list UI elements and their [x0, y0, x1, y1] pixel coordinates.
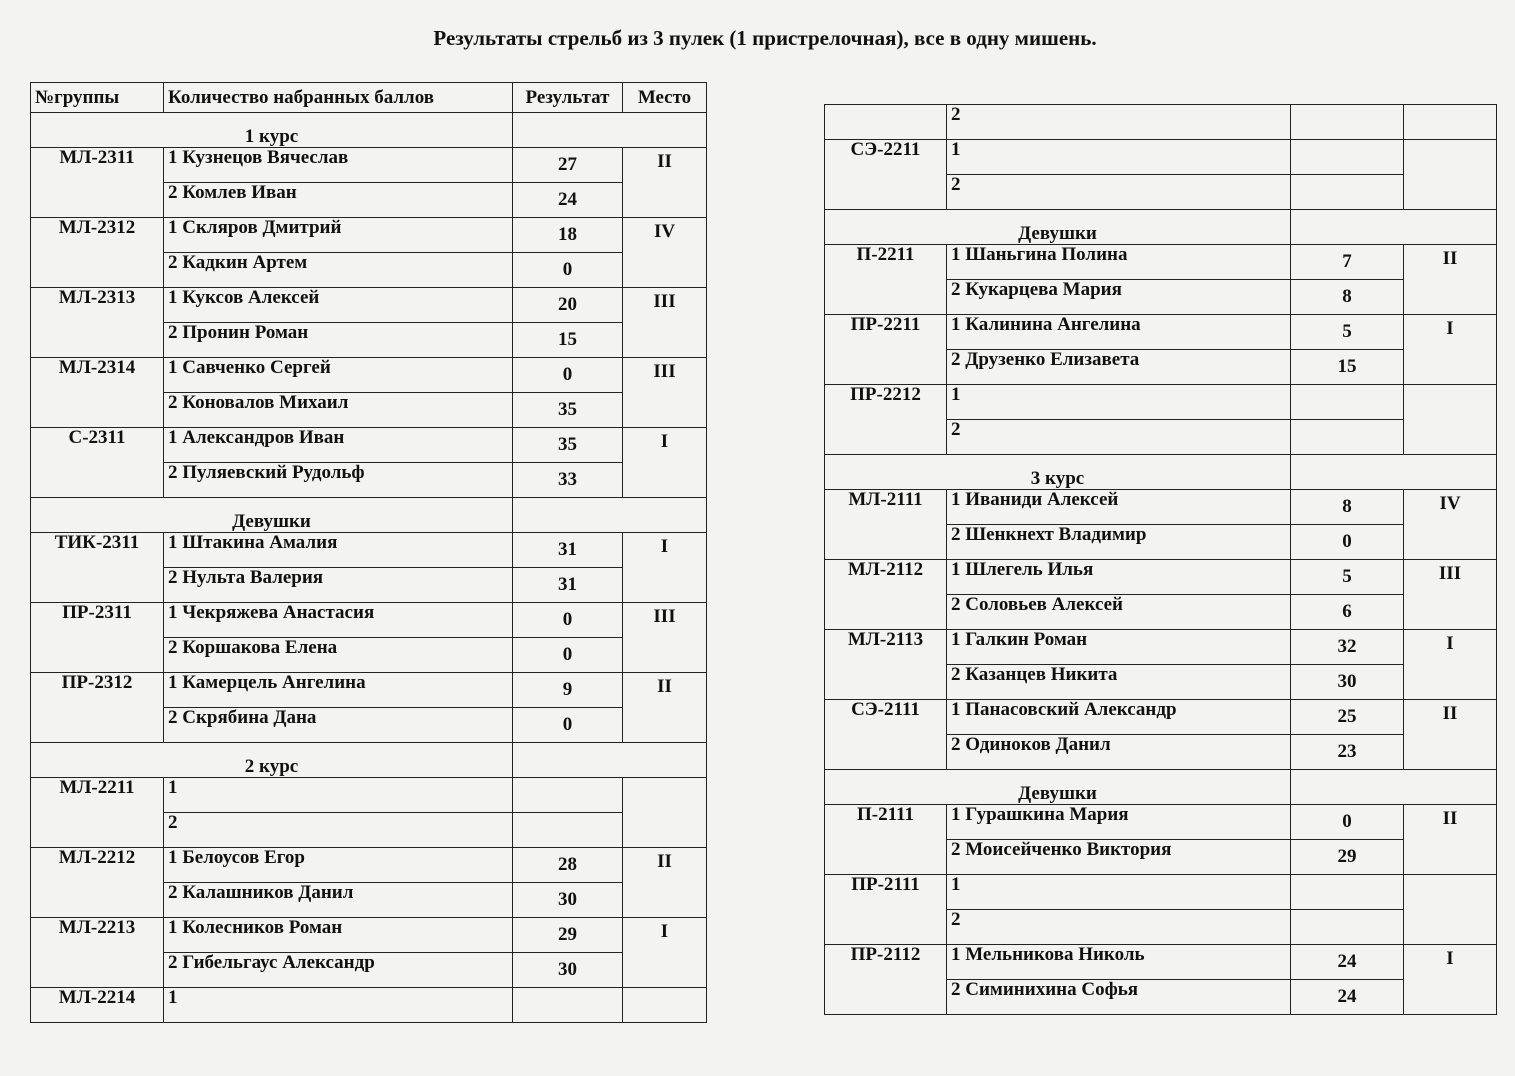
- participant-name: 2 Гибельгаус Александр: [164, 953, 513, 988]
- place-cell: II: [623, 848, 707, 918]
- place-cell: I: [1404, 315, 1497, 385]
- place-cell: [623, 988, 707, 1023]
- place-cell: II: [1404, 245, 1497, 315]
- group-cell: МЛ-2312: [31, 218, 164, 288]
- group-cell: МЛ-2111: [825, 490, 947, 560]
- participant-name: 1 Кузнецов Вячеслав: [164, 148, 513, 183]
- section-blank-cell: [1291, 770, 1497, 805]
- participant-name: 2 Одиноков Данил: [947, 735, 1291, 770]
- section-label: 3 курс: [825, 455, 1291, 490]
- section-row: [825, 455, 1497, 490]
- page-title: Результаты стрельб из 3 пулек (1 пристрелочная), все в одну мишень.: [433, 26, 1097, 50]
- result-cell: 25: [1291, 700, 1404, 735]
- table-row: [31, 288, 707, 323]
- group-cell: СЭ-2111: [825, 700, 947, 770]
- table-row: [31, 918, 707, 953]
- group-cell: ПР-2112: [825, 945, 947, 1015]
- place-cell: III: [623, 603, 707, 673]
- participant-name: 2 Моисейченко Виктория: [947, 840, 1291, 875]
- participant-name: 2 Пронин Роман: [164, 323, 513, 358]
- table-row: [31, 428, 707, 463]
- result-cell: 8: [1291, 490, 1404, 525]
- participant-name: 2 Соловьев Алексей: [947, 595, 1291, 630]
- place-cell: [1404, 105, 1497, 140]
- result-cell: 31: [513, 533, 623, 568]
- result-cell: 0: [513, 358, 623, 393]
- result-cell: 15: [513, 323, 623, 358]
- participant-name: 1 Штакина Амалия: [164, 533, 513, 568]
- group-cell: МЛ-2113: [825, 630, 947, 700]
- participant-name: 1 Савченко Сергей: [164, 358, 513, 393]
- group-cell: МЛ-2313: [31, 288, 164, 358]
- participant-name: 2: [164, 813, 513, 848]
- table-row: [825, 945, 1497, 980]
- place-cell: I: [1404, 630, 1497, 700]
- participant-name: 2: [947, 910, 1291, 945]
- participant-name: 2: [947, 105, 1291, 140]
- group-cell: ПР-2212: [825, 385, 947, 455]
- left-table-body: [31, 113, 707, 1023]
- participant-name: 1 Куксов Алексей: [164, 288, 513, 323]
- result-cell: 27: [513, 148, 623, 183]
- table-row: [825, 700, 1497, 735]
- result-cell: [513, 778, 623, 813]
- result-cell: 9: [513, 673, 623, 708]
- result-cell: 33: [513, 463, 623, 498]
- section-blank-cell: [513, 498, 707, 533]
- participant-name: 1 Панасовский Александр: [947, 700, 1291, 735]
- result-cell: 30: [1291, 665, 1404, 700]
- result-cell: 6: [1291, 595, 1404, 630]
- participant-name: 1 Калинина Ангелина: [947, 315, 1291, 350]
- participant-name: 2 Калашников Данил: [164, 883, 513, 918]
- table-row: [825, 875, 1497, 910]
- group-cell: ПР-2111: [825, 875, 947, 945]
- table-row: [825, 385, 1497, 420]
- result-cell: 35: [513, 428, 623, 463]
- table-row: [31, 358, 707, 393]
- result-cell: 30: [513, 883, 623, 918]
- table-row: [825, 630, 1497, 665]
- column-header-result: Результат: [513, 83, 623, 113]
- participant-name: 2: [947, 175, 1291, 210]
- result-cell: 31: [513, 568, 623, 603]
- result-cell: 24: [513, 183, 623, 218]
- result-cell: [1291, 105, 1404, 140]
- table-row: [31, 218, 707, 253]
- result-cell: [1291, 140, 1404, 175]
- table-row: [31, 778, 707, 813]
- result-cell: 15: [1291, 350, 1404, 385]
- result-cell: [1291, 385, 1404, 420]
- participant-name: 2 Кукарцева Мария: [947, 280, 1291, 315]
- participant-name: 1 Гурашкина Мария: [947, 805, 1291, 840]
- result-cell: 29: [513, 918, 623, 953]
- result-cell: [513, 988, 623, 1023]
- participant-name: 1 Галкин Роман: [947, 630, 1291, 665]
- section-row: [825, 210, 1497, 245]
- place-cell: III: [623, 358, 707, 428]
- place-cell: I: [623, 428, 707, 498]
- group-cell: ПР-2311: [31, 603, 164, 673]
- participant-name: 2 Скрябина Дана: [164, 708, 513, 743]
- group-cell: П-2211: [825, 245, 947, 315]
- result-cell: 5: [1291, 315, 1404, 350]
- results-table-left: [30, 82, 707, 1023]
- participant-name: 1 Камерцель Ангелина: [164, 673, 513, 708]
- section-label: Девушки: [825, 210, 1291, 245]
- participant-name: 2 Нульта Валерия: [164, 568, 513, 603]
- result-cell: 20: [513, 288, 623, 323]
- column-header-group: №группы: [31, 83, 164, 113]
- section-label: Девушки: [825, 770, 1291, 805]
- participant-name: 2 Шенкнехт Владимир: [947, 525, 1291, 560]
- result-cell: 0: [513, 638, 623, 673]
- participant-name: 1 Колесников Роман: [164, 918, 513, 953]
- table-row: [825, 140, 1497, 175]
- table-row: [31, 148, 707, 183]
- group-cell: [825, 105, 947, 140]
- participant-name: 1 Александров Иван: [164, 428, 513, 463]
- section-row: [825, 770, 1497, 805]
- place-cell: [1404, 875, 1497, 945]
- section-blank-cell: [513, 113, 707, 148]
- participant-name: 1: [947, 385, 1291, 420]
- result-cell: 28: [513, 848, 623, 883]
- group-cell: ТИК-2311: [31, 533, 164, 603]
- group-cell: СЭ-2211: [825, 140, 947, 210]
- section-label: 2 курс: [31, 743, 513, 778]
- participant-name: 1 Мельникова Николь: [947, 945, 1291, 980]
- table-row: [825, 490, 1497, 525]
- table-row: [825, 805, 1497, 840]
- place-cell: II: [623, 148, 707, 218]
- place-cell: [1404, 140, 1497, 210]
- place-cell: I: [1404, 945, 1497, 1015]
- participant-name: 1: [164, 988, 513, 1023]
- result-cell: 32: [1291, 630, 1404, 665]
- participant-name: 2 Кадкин Артем: [164, 253, 513, 288]
- table-row: [825, 105, 1497, 140]
- section-blank-cell: [1291, 210, 1497, 245]
- participant-name: 2: [947, 420, 1291, 455]
- section-blank-cell: [1291, 455, 1497, 490]
- table-row: [825, 560, 1497, 595]
- results-table-right: [824, 104, 1497, 1015]
- section-label: Девушки: [31, 498, 513, 533]
- result-cell: [1291, 420, 1404, 455]
- result-cell: [513, 813, 623, 848]
- group-cell: С-2311: [31, 428, 164, 498]
- participant-name: 2 Казанцев Никита: [947, 665, 1291, 700]
- place-cell: III: [1404, 560, 1497, 630]
- place-cell: [623, 778, 707, 848]
- group-cell: МЛ-2314: [31, 358, 164, 428]
- table-row: [825, 315, 1497, 350]
- place-cell: II: [1404, 805, 1497, 875]
- participant-name: 1 Шаньгина Полина: [947, 245, 1291, 280]
- participant-name: 1 Иваниди Алексей: [947, 490, 1291, 525]
- result-cell: 35: [513, 393, 623, 428]
- group-cell: МЛ-2212: [31, 848, 164, 918]
- participant-name: 2 Коновалов Михаил: [164, 393, 513, 428]
- table-row: [31, 533, 707, 568]
- table-header-row: [31, 83, 707, 113]
- table-row: [31, 848, 707, 883]
- group-cell: ПР-2211: [825, 315, 947, 385]
- result-cell: 0: [513, 603, 623, 638]
- participant-name: 1 Шлегель Илья: [947, 560, 1291, 595]
- participant-name: 2 Коршакова Елена: [164, 638, 513, 673]
- column-header-score: Количество набранных баллов: [164, 83, 513, 113]
- group-cell: ПР-2312: [31, 673, 164, 743]
- table-row: [31, 673, 707, 708]
- result-cell: 29: [1291, 840, 1404, 875]
- section-row: [31, 743, 707, 778]
- result-cell: 18: [513, 218, 623, 253]
- participant-name: 2 Друзенко Елизавета: [947, 350, 1291, 385]
- place-cell: I: [623, 918, 707, 988]
- group-cell: МЛ-2211: [31, 778, 164, 848]
- result-cell: [1291, 175, 1404, 210]
- result-cell: 24: [1291, 980, 1404, 1015]
- section-blank-cell: [513, 743, 707, 778]
- result-cell: 0: [1291, 805, 1404, 840]
- participant-name: 1: [947, 140, 1291, 175]
- participant-name: 2 Пуляевский Рудольф: [164, 463, 513, 498]
- section-row: [31, 113, 707, 148]
- result-cell: [1291, 910, 1404, 945]
- result-cell: 5: [1291, 560, 1404, 595]
- result-cell: 0: [513, 708, 623, 743]
- participant-name: 2 Симинихина Софья: [947, 980, 1291, 1015]
- group-cell: МЛ-2311: [31, 148, 164, 218]
- place-cell: IV: [623, 218, 707, 288]
- participant-name: 1 Белоусов Егор: [164, 848, 513, 883]
- participant-name: 1 Скляров Дмитрий: [164, 218, 513, 253]
- section-label: 1 курс: [31, 113, 513, 148]
- table-row: [31, 603, 707, 638]
- place-cell: II: [1404, 700, 1497, 770]
- result-cell: 23: [1291, 735, 1404, 770]
- result-cell: 30: [513, 953, 623, 988]
- table-row: [825, 245, 1497, 280]
- column-header-place: Место: [623, 83, 707, 113]
- group-cell: П-2111: [825, 805, 947, 875]
- place-cell: IV: [1404, 490, 1497, 560]
- result-cell: 8: [1291, 280, 1404, 315]
- section-row: [31, 498, 707, 533]
- right-table-body: [825, 105, 1497, 1015]
- group-cell: МЛ-2213: [31, 918, 164, 988]
- participant-name: 1: [164, 778, 513, 813]
- place-cell: [1404, 385, 1497, 455]
- result-cell: 0: [513, 253, 623, 288]
- group-cell: МЛ-2112: [825, 560, 947, 630]
- result-cell: 24: [1291, 945, 1404, 980]
- result-cell: 0: [1291, 525, 1404, 560]
- place-cell: I: [623, 533, 707, 603]
- result-cell: [1291, 875, 1404, 910]
- participant-name: 2 Комлев Иван: [164, 183, 513, 218]
- place-cell: II: [623, 673, 707, 743]
- participant-name: 1: [947, 875, 1291, 910]
- participant-name: 1 Чекряжева Анастасия: [164, 603, 513, 638]
- table-row: [31, 988, 707, 1023]
- place-cell: III: [623, 288, 707, 358]
- result-cell: 7: [1291, 245, 1404, 280]
- group-cell: МЛ-2214: [31, 988, 164, 1023]
